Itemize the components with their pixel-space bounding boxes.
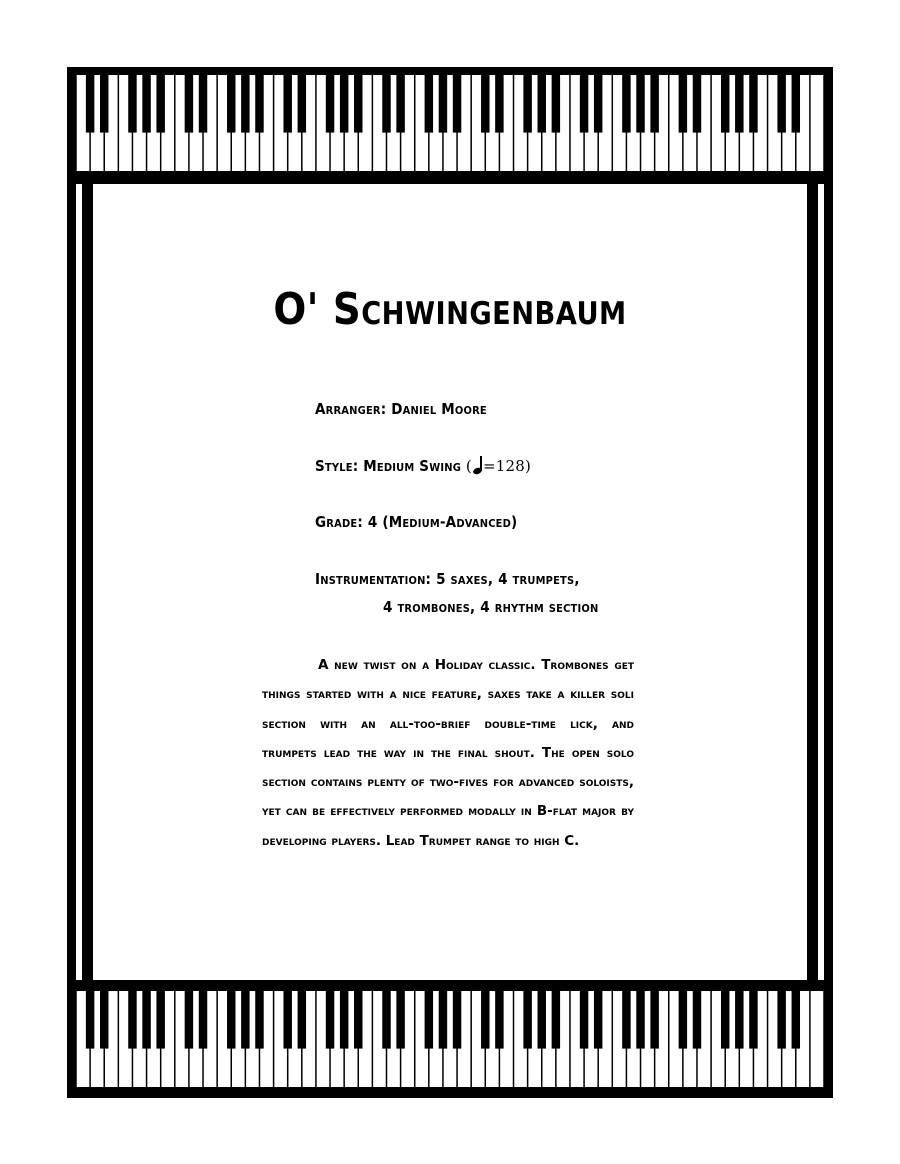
instrumentation-line-2 [383, 598, 598, 616]
bottom-black-key [777, 991, 785, 1049]
top-black-key [241, 75, 249, 133]
top-black-key [185, 75, 193, 133]
arranger-line [315, 400, 487, 418]
bottom-white-key-divider [118, 991, 120, 1087]
bottom-black-key [481, 991, 489, 1049]
bottom-black-key [594, 991, 602, 1049]
top-black-key [552, 75, 560, 133]
bottom-black-key [495, 991, 503, 1049]
bottom-white-key-divider [372, 991, 374, 1087]
arranger-label: Arranger: [315, 400, 387, 418]
page-title: O' Schwingenbaum [273, 284, 627, 335]
bottom-black-key [453, 991, 461, 1049]
bottom-black-key [693, 991, 701, 1049]
top-white-key-divider [174, 75, 176, 171]
top-black-key [777, 75, 785, 133]
top-black-key [283, 75, 291, 133]
top-black-key [721, 75, 729, 133]
top-black-key [396, 75, 404, 133]
bottom-black-key [396, 991, 404, 1049]
top-white-key-divider [823, 75, 824, 171]
instrumentation-value-2: 4 trombones, 4 rhythm section [383, 598, 599, 616]
top-black-key [792, 75, 800, 133]
style-label: Style: [315, 457, 359, 475]
top-black-key [495, 75, 503, 133]
bottom-white-key-divider [216, 991, 218, 1087]
bottom-black-key [100, 991, 108, 1049]
top-black-key [693, 75, 701, 133]
top-white-key-divider [414, 75, 416, 171]
keyboard-top-graphic [76, 75, 824, 171]
top-black-key [340, 75, 348, 133]
top-white-key-divider [216, 75, 218, 171]
bottom-black-key [580, 991, 588, 1049]
top-black-key [255, 75, 263, 133]
bottom-black-key [552, 991, 560, 1049]
tempo-open-paren: ( [465, 457, 472, 475]
piano-keyboard-border [67, 67, 833, 1098]
bottom-white-key-divider [414, 991, 416, 1087]
bottom-black-key [340, 991, 348, 1049]
top-black-key [425, 75, 433, 133]
quarter-note-icon [473, 456, 482, 474]
top-black-key [326, 75, 334, 133]
bottom-white-key-divider [612, 991, 614, 1087]
bottom-white-key-divider [809, 991, 811, 1087]
bottom-black-key [425, 991, 433, 1049]
top-white-key-divider [612, 75, 614, 171]
bottom-black-key [354, 991, 362, 1049]
top-black-key [481, 75, 489, 133]
top-black-key [538, 75, 546, 133]
bottom-black-key [721, 991, 729, 1049]
bottom-black-key [142, 991, 150, 1049]
top-white-key-divider [315, 75, 317, 171]
bottom-white-key-divider [767, 991, 769, 1087]
bottom-black-key [735, 991, 743, 1049]
grade-label: Grade: [315, 513, 363, 531]
bottom-black-key [622, 991, 630, 1049]
bottom-white-key-divider [174, 991, 176, 1087]
top-white-key-divider [273, 75, 275, 171]
grade-line [315, 513, 517, 531]
description-paragraph: A new twist on a Holiday classic. Trombones get things started with a nice feature, saxes take a killer soli section with an all-too-brief double-time lick, and trumpets lead the way in the final shout. The open solo section contains plenty of two-fives for advanced soloists, yet can be effectively performed modally in B-flat major by developing players. Lead Trumpet range to high C. [262, 657, 634, 849]
piano-keys-top [76, 75, 824, 171]
bottom-black-key [227, 991, 235, 1049]
bottom-white-key-divider [315, 991, 317, 1087]
top-white-key-divider [76, 75, 77, 171]
top-black-key [354, 75, 362, 133]
bottom-white-key-divider [823, 991, 824, 1087]
bottom-black-key [283, 991, 291, 1049]
top-white-key-divider [710, 75, 712, 171]
bottom-black-key [439, 991, 447, 1049]
bottom-black-key [128, 991, 136, 1049]
top-black-key [100, 75, 108, 133]
bottom-white-key-divider [470, 991, 472, 1087]
top-black-key [580, 75, 588, 133]
top-white-key-divider [118, 75, 120, 171]
bottom-black-key [792, 991, 800, 1049]
bottom-black-key [679, 991, 687, 1049]
top-white-key-divider [569, 75, 571, 171]
bottom-black-key [86, 991, 94, 1049]
left-rail [76, 184, 82, 980]
bottom-black-key [156, 991, 164, 1049]
bottom-black-key [650, 991, 658, 1049]
instrumentation-label: Instrumentation: [315, 570, 432, 588]
bottom-black-key [298, 991, 306, 1049]
bottom-black-key [523, 991, 531, 1049]
piano-keys-bottom [76, 991, 824, 1087]
grade-value: 4 (Medium-Advanced) [367, 513, 518, 531]
top-black-key [227, 75, 235, 133]
top-black-key [86, 75, 94, 133]
top-black-key [679, 75, 687, 133]
top-black-key [453, 75, 461, 133]
top-black-key [749, 75, 757, 133]
bottom-black-key [382, 991, 390, 1049]
style-value: Medium Swing [363, 457, 462, 475]
top-white-key-divider [767, 75, 769, 171]
tempo-value: =128) [482, 457, 532, 475]
bottom-black-key [538, 991, 546, 1049]
bottom-black-key [185, 991, 193, 1049]
top-white-key-divider [668, 75, 670, 171]
top-black-key [298, 75, 306, 133]
bottom-black-key [255, 991, 263, 1049]
bottom-black-key [326, 991, 334, 1049]
bottom-white-key-divider [569, 991, 571, 1087]
bottom-white-key-divider [273, 991, 275, 1087]
bottom-black-key [199, 991, 207, 1049]
top-black-key [622, 75, 630, 133]
top-black-key [636, 75, 644, 133]
top-black-key [142, 75, 150, 133]
top-white-key-divider [470, 75, 472, 171]
bottom-white-key-divider [76, 991, 77, 1087]
style-line [315, 456, 531, 475]
top-white-key-divider [809, 75, 811, 171]
bottom-black-key [636, 991, 644, 1049]
instrumentation-value-1: 5 saxes, 4 trumpets, [436, 570, 580, 588]
right-rail [818, 184, 824, 980]
top-black-key [439, 75, 447, 133]
top-black-key [199, 75, 207, 133]
top-white-key-divider [372, 75, 374, 171]
keyboard-bottom-graphic [76, 991, 824, 1087]
top-black-key [523, 75, 531, 133]
content-panel [93, 184, 807, 980]
arranger-value: Daniel Moore [391, 400, 487, 418]
top-black-key [128, 75, 136, 133]
top-black-key [594, 75, 602, 133]
top-black-key [735, 75, 743, 133]
bottom-black-key [749, 991, 757, 1049]
bottom-black-key [241, 991, 249, 1049]
bottom-white-key-divider [710, 991, 712, 1087]
bottom-white-key-divider [668, 991, 670, 1087]
bottom-white-key-divider [513, 991, 515, 1087]
top-black-key [382, 75, 390, 133]
instrumentation-line-1 [315, 570, 580, 588]
top-white-key-divider [513, 75, 515, 171]
top-black-key [156, 75, 164, 133]
top-black-key [650, 75, 658, 133]
